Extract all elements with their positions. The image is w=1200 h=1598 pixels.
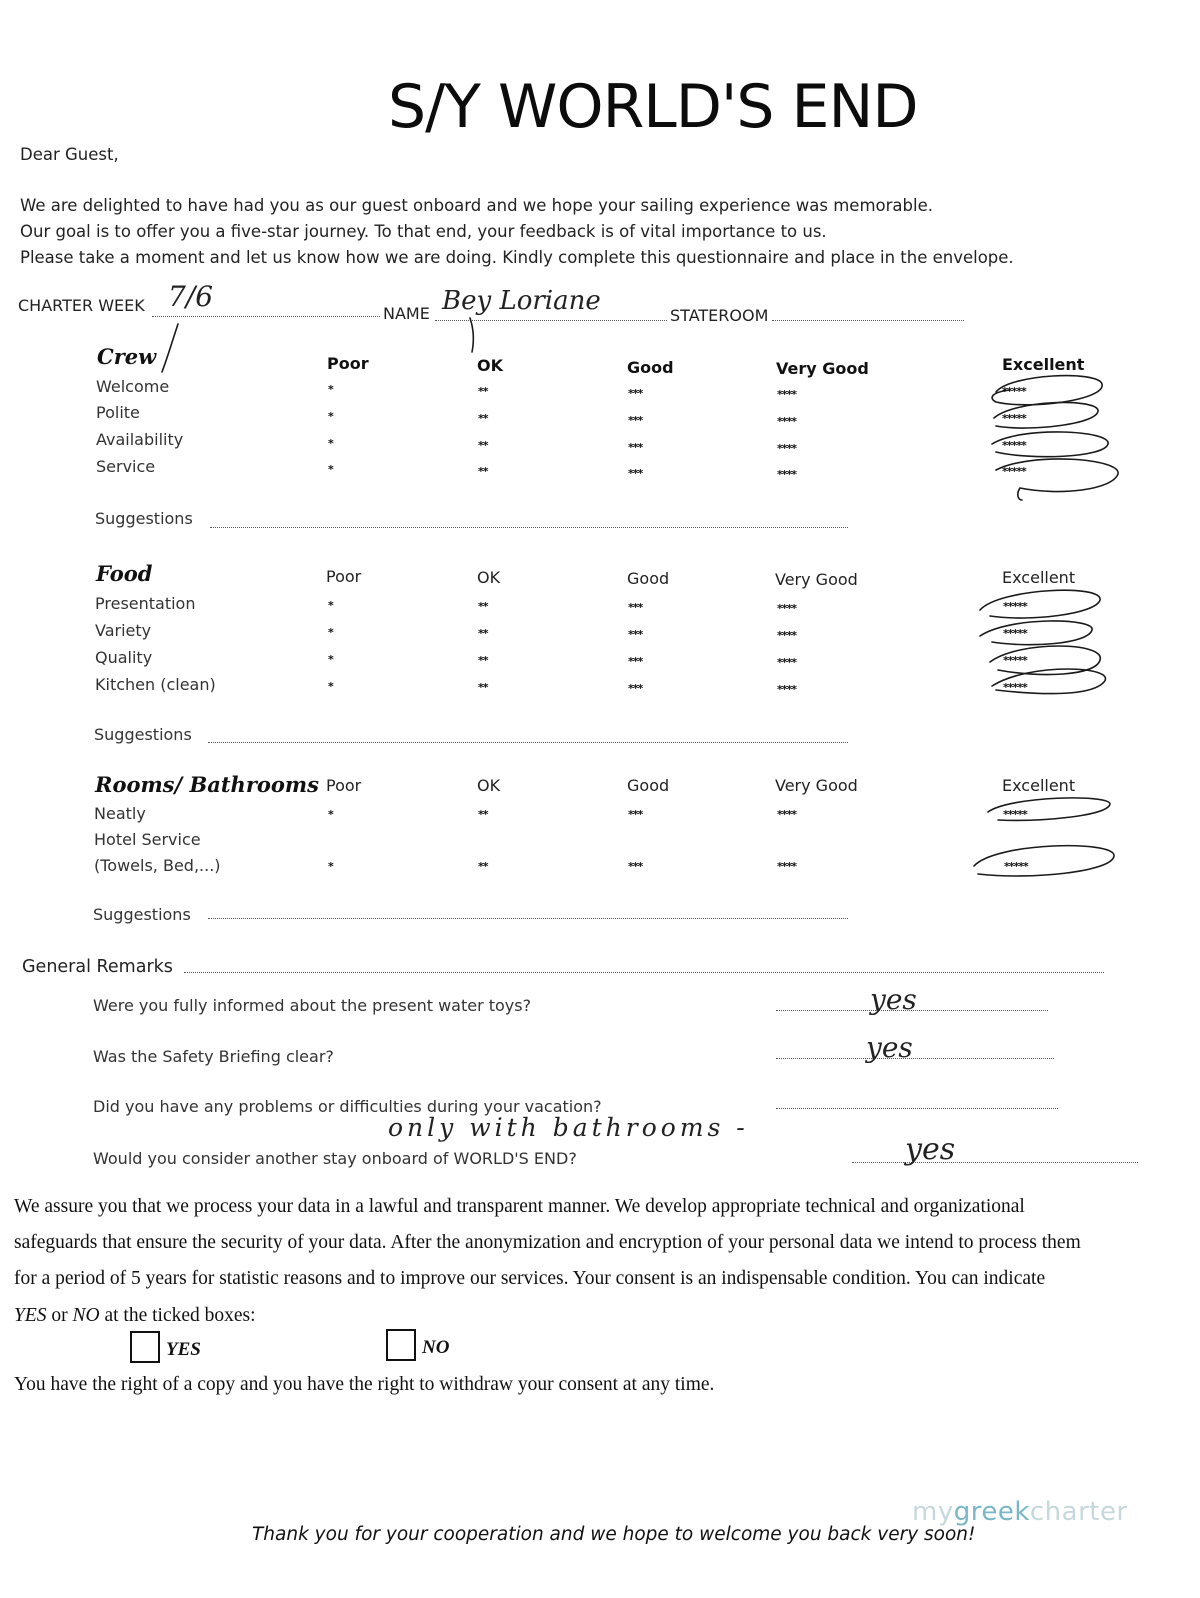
name-underline-stroke bbox=[470, 318, 473, 352]
charter-week-field[interactable] bbox=[152, 316, 380, 317]
watermark-post: charter bbox=[1029, 1497, 1128, 1527]
star-rating-3[interactable]: *** bbox=[628, 860, 643, 873]
answer-field-safety-briefing[interactable] bbox=[776, 1058, 1054, 1059]
star-rating-5[interactable]: ***** bbox=[1002, 439, 1026, 452]
rooms-col-excellent: Excellent bbox=[1002, 776, 1076, 795]
star-rating-3[interactable]: *** bbox=[628, 655, 643, 668]
question-problems: Did you have any problems or difficulties during your vacation? bbox=[93, 1097, 602, 1116]
star-rating-2[interactable]: ** bbox=[478, 385, 488, 398]
crew-suggestions-field[interactable] bbox=[210, 527, 848, 528]
food-suggestions-field[interactable] bbox=[208, 742, 848, 743]
star-rating-1[interactable]: * bbox=[328, 437, 333, 450]
star-rating-5[interactable]: ***** bbox=[1003, 681, 1027, 694]
star-rating-5[interactable]: ***** bbox=[1003, 600, 1027, 613]
star-rating-2[interactable]: ** bbox=[478, 860, 488, 873]
star-rating-5[interactable]: ***** bbox=[1002, 465, 1026, 478]
rooms-col-good: Good bbox=[627, 776, 670, 795]
consent-yes-checkbox[interactable] bbox=[130, 1331, 160, 1363]
star-rating-2[interactable]: ** bbox=[478, 627, 488, 640]
star-rating-3[interactable]: *** bbox=[628, 441, 643, 454]
rooms-col-ok: OK bbox=[477, 776, 501, 795]
star-rating-1[interactable]: * bbox=[328, 410, 333, 423]
crew-col-very-good: Very Good bbox=[776, 359, 869, 378]
rooms-suggestions-field[interactable] bbox=[208, 918, 848, 919]
section-rooms-title: Rooms/ Bathrooms bbox=[95, 772, 319, 797]
crew-row-label: Polite bbox=[96, 403, 140, 422]
answer-water-toys: yes bbox=[870, 983, 917, 1016]
question-safety-briefing: Was the Safety Briefing clear? bbox=[93, 1047, 334, 1066]
page-title: S/Y WORLD'S END bbox=[388, 72, 918, 142]
consent-line-1: We assure you that we process your data in a lawful and transparent manner. We develop appropriate technical and organizational bbox=[14, 1196, 1025, 1217]
food-col-excellent: Excellent bbox=[1002, 568, 1076, 587]
food-row-label: Quality bbox=[95, 648, 153, 667]
intro-line-2: Our goal is to offer you a five-star journey. To that end, your feedback is of vital importance to us. bbox=[20, 222, 827, 241]
star-rating-1[interactable]: * bbox=[328, 808, 333, 821]
charter-week-stroke bbox=[162, 324, 178, 372]
star-rating-4[interactable]: **** bbox=[777, 683, 797, 696]
star-rating-5[interactable]: ***** bbox=[1003, 654, 1027, 667]
star-rating-5[interactable]: ***** bbox=[1004, 860, 1028, 873]
consent-line-3: for a period of 5 years for statistic reasons and to improve our services. Your consent is an indispensable condition. You can indicate bbox=[14, 1268, 1046, 1289]
star-rating-4[interactable]: **** bbox=[777, 388, 797, 401]
name-value: Bey Loriane bbox=[442, 286, 601, 316]
star-rating-4[interactable]: **** bbox=[777, 656, 797, 669]
star-rating-2[interactable]: ** bbox=[478, 681, 488, 694]
food-col-poor: Poor bbox=[326, 567, 362, 586]
consent-no-word: NO bbox=[72, 1305, 100, 1326]
star-rating-4[interactable]: **** bbox=[777, 629, 797, 642]
star-rating-1[interactable]: * bbox=[328, 463, 333, 476]
consent-no-label: NO bbox=[422, 1337, 450, 1358]
watermark-pre: my bbox=[912, 1497, 954, 1527]
greeting: Dear Guest, bbox=[20, 145, 119, 164]
food-row-label: Kitchen (clean) bbox=[95, 675, 216, 694]
name-field[interactable] bbox=[435, 320, 667, 321]
answer-safety-briefing: yes bbox=[866, 1031, 913, 1064]
star-rating-1[interactable]: * bbox=[328, 680, 333, 693]
consent-line-4-rest: at the ticked boxes: bbox=[99, 1305, 256, 1326]
star-rating-5[interactable]: ***** bbox=[1003, 808, 1027, 821]
rooms-row-label: Hotel Service bbox=[94, 830, 201, 849]
selection-circle bbox=[974, 846, 1114, 876]
star-rating-1[interactable]: * bbox=[328, 599, 333, 612]
rooms-col-very-good: Very Good bbox=[775, 776, 858, 795]
consent-line-2: safeguards that ensure the security of your data. After the anonymization and encryption of your personal data we intend to process them bbox=[14, 1232, 1081, 1253]
crew-row-label: Availability bbox=[96, 430, 184, 449]
stateroom-field[interactable] bbox=[772, 320, 964, 321]
consent-rights: You have the right of a copy and you have the right to withdraw your consent at any time. bbox=[14, 1374, 715, 1395]
star-rating-3[interactable]: *** bbox=[628, 682, 643, 695]
question-another-stay: Would you consider another stay onboard of WORLD'S END? bbox=[93, 1149, 577, 1168]
star-rating-5[interactable]: ***** bbox=[1002, 412, 1026, 425]
star-rating-3[interactable]: *** bbox=[628, 808, 643, 821]
star-rating-4[interactable]: **** bbox=[777, 415, 797, 428]
star-rating-2[interactable]: ** bbox=[478, 439, 488, 452]
consent-or-word: or bbox=[46, 1305, 73, 1326]
answer-field-another-stay[interactable] bbox=[852, 1162, 1138, 1163]
star-rating-4[interactable]: **** bbox=[777, 468, 797, 481]
stateroom-label: STATEROOM bbox=[670, 306, 769, 325]
crew-col-ok: OK bbox=[477, 356, 503, 375]
watermark-logo bbox=[912, 1497, 1128, 1527]
star-rating-4[interactable]: **** bbox=[777, 808, 797, 821]
charter-week-value: 7/6 bbox=[168, 280, 214, 313]
star-rating-4[interactable]: **** bbox=[777, 860, 797, 873]
consent-yes-label: YES bbox=[166, 1339, 201, 1360]
crew-col-good: Good bbox=[627, 358, 674, 377]
food-col-ok: OK bbox=[477, 568, 501, 587]
star-rating-3[interactable]: *** bbox=[628, 628, 643, 641]
star-rating-5[interactable]: ***** bbox=[1002, 385, 1026, 398]
consent-yes-word: YES bbox=[14, 1305, 47, 1326]
star-rating-2[interactable]: ** bbox=[478, 465, 488, 478]
star-rating-4[interactable]: **** bbox=[777, 442, 797, 455]
rooms-col-poor: Poor bbox=[326, 776, 362, 795]
star-rating-5[interactable]: ***** bbox=[1003, 627, 1027, 640]
star-rating-1[interactable]: * bbox=[328, 626, 333, 639]
star-rating-4[interactable]: **** bbox=[777, 602, 797, 615]
section-food-title: Food bbox=[96, 561, 153, 586]
rooms-row-label: Neatly bbox=[94, 804, 146, 823]
crew-col-poor: Poor bbox=[327, 354, 369, 373]
star-rating-2[interactable]: ** bbox=[478, 600, 488, 613]
crew-suggestions-label: Suggestions bbox=[95, 509, 193, 528]
selection-circle bbox=[980, 590, 1100, 618]
star-rating-1[interactable]: * bbox=[328, 860, 333, 873]
intro-line-1: We are delighted to have had you as our guest onboard and we hope your sailing experience was memorable. bbox=[20, 196, 933, 215]
star-rating-3[interactable]: *** bbox=[628, 387, 643, 400]
food-row-label: Presentation bbox=[95, 594, 196, 613]
answer-another-stay: yes bbox=[905, 1132, 956, 1167]
footer-thanks: Thank you for your cooperation and we hope to welcome you back very soon! bbox=[252, 1524, 976, 1545]
answer-field-problems[interactable] bbox=[776, 1108, 1058, 1109]
food-row-label: Variety bbox=[95, 621, 152, 640]
crew-col-excellent: Excellent bbox=[1002, 355, 1085, 374]
star-rating-2[interactable]: ** bbox=[478, 808, 488, 821]
charter-week-label: CHARTER WEEK bbox=[18, 296, 145, 315]
question-water-toys: Were you fully informed about the present water toys? bbox=[93, 996, 532, 1015]
rooms-suggestions-label: Suggestions bbox=[93, 905, 191, 924]
star-rating-3[interactable]: *** bbox=[628, 414, 643, 427]
intro-line-3: Please take a moment and let us know how we are doing. Kindly complete this questionnaire and place in the envelope. bbox=[20, 248, 1014, 267]
answer-problems: only with bathrooms - bbox=[388, 1113, 749, 1142]
watermark-mid: greek bbox=[953, 1497, 1030, 1527]
star-rating-2[interactable]: ** bbox=[478, 654, 488, 667]
section-crew-title: Crew bbox=[97, 344, 157, 369]
rooms-row-label: (Towels, Bed,...) bbox=[94, 856, 221, 875]
consent-no-checkbox[interactable] bbox=[386, 1329, 416, 1361]
crew-row-label: Welcome bbox=[96, 377, 170, 396]
general-remarks-label: General Remarks bbox=[22, 957, 173, 977]
food-suggestions-label: Suggestions bbox=[94, 725, 192, 744]
selection-circle bbox=[980, 621, 1092, 645]
star-rating-3[interactable]: *** bbox=[628, 467, 643, 480]
star-rating-2[interactable]: ** bbox=[478, 412, 488, 425]
food-col-good: Good bbox=[627, 569, 670, 588]
crew-row-label: Service bbox=[96, 457, 156, 476]
star-rating-1[interactable]: * bbox=[328, 653, 333, 666]
food-col-very-good: Very Good bbox=[775, 570, 858, 589]
general-remarks-field[interactable] bbox=[184, 972, 1104, 973]
star-rating-1[interactable]: * bbox=[328, 383, 333, 396]
consent-line-4 bbox=[14, 1305, 256, 1327]
name-label: NAME bbox=[383, 304, 430, 323]
star-rating-3[interactable]: *** bbox=[628, 601, 643, 614]
